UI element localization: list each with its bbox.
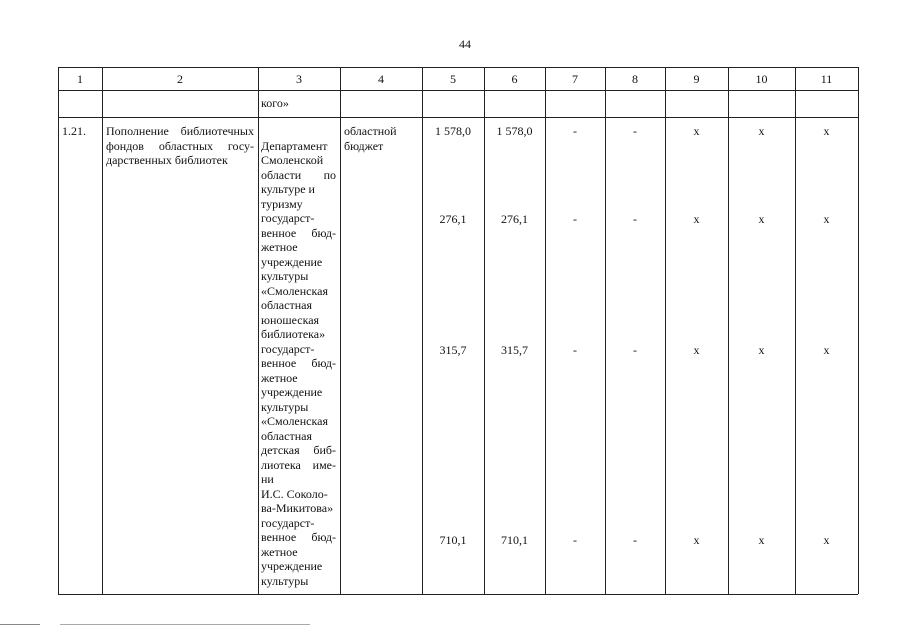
column-header: 6 [511,72,518,86]
executor-line: жетное [261,370,298,385]
executor-line: венное бюд- [261,225,336,240]
column-divider [484,67,485,594]
executor-line: ни [261,472,274,486]
value-cell: 276,1 [501,212,528,226]
executor-line: «Смоленская [261,414,328,428]
value-cell: 710,1 [439,533,467,547]
executor-line: юношеская [261,312,320,327]
measure-name-line: дарственных библиотек [106,153,228,167]
measure-name-line: фондов областных госу- [106,138,254,153]
row-divider [58,67,858,68]
value-cell: х [758,212,765,226]
column-header: 10 [755,72,768,86]
executor-line: областная [261,428,312,443]
executor-line: туризму [261,196,303,211]
executor-line: Департамент [261,138,328,153]
row-divider [58,117,858,118]
executor-line: культуры [261,269,309,283]
column-divider [728,67,729,594]
page-number: 44 [459,37,471,51]
column-header: 8 [632,72,638,86]
value-cell: х [693,533,700,547]
scan-artifact [0,624,40,625]
funding-source-line: областной [344,124,397,138]
value-cell: 1 578,0 [496,124,533,138]
value-cell: - [633,124,637,138]
executor-line: учреждение [261,385,323,399]
scan-artifact [60,624,310,625]
value-cell: 276,1 [439,212,467,226]
executor-line: области по [261,167,336,182]
value-cell: 710,1 [501,533,528,547]
column-header: 2 [177,72,183,86]
value-cell: - [573,124,577,138]
value-cell: х [758,533,765,547]
row-divider [58,90,858,91]
column-divider [795,67,796,594]
executor-line: учреждение [261,254,323,269]
executor-line: культуры [261,573,309,588]
column-divider [665,67,666,594]
column-header: 11 [820,72,833,86]
executor-line: областная [261,298,312,312]
executor-line: ва-Микитова» [261,501,334,515]
value-cell: х [823,343,830,357]
executor-line: венное бюд- [261,356,336,370]
value-cell: 315,7 [439,343,467,357]
value-cell: - [573,343,577,357]
funding-source-line: бюджет [344,138,384,153]
value-cell: 1 578,0 [435,124,471,138]
value-cell: - [573,212,577,226]
executor-line: государст- [261,341,315,356]
column-header: 4 [378,72,384,86]
value-cell: х [823,533,830,547]
carry-over-text: кого» [261,96,289,110]
row-number: 1.21. [62,124,86,138]
column-divider [422,67,423,594]
value-cell: - [633,343,637,357]
executor-line: детская биб- [261,443,336,457]
executor-line: государст- [261,211,315,225]
value-cell: х [823,124,830,138]
column-divider [605,67,606,594]
executor-line: жетное [261,240,298,254]
column-divider [102,67,103,594]
value-cell: х [693,124,700,138]
executor-line: Смоленской [261,153,324,167]
value-cell: х [693,343,700,357]
value-cell: х [758,124,765,138]
executor-line: И.С. Соколо- [261,486,328,501]
column-divider [58,67,59,594]
row-divider [58,594,858,595]
column-divider [858,67,859,594]
executor-line: жетное [261,544,298,559]
measure-name-line: Пополнение библиотечных [106,124,254,138]
value-cell: 315,7 [501,343,528,357]
value-cell: - [633,212,637,226]
column-divider [545,67,546,594]
value-cell: х [693,212,700,226]
executor-line: культуре и [261,182,315,196]
column-header: 1 [77,72,83,86]
column-divider [340,67,341,594]
column-header: 9 [693,72,700,86]
column-header: 7 [572,72,578,86]
column-divider [258,67,259,594]
executor-line: «Смоленская [261,283,328,298]
executor-line: культуры [261,399,309,414]
executor-line: государст- [261,515,315,530]
executor-line: лиотека име- [261,457,336,472]
executor-line: библиотека» [261,327,326,341]
value-cell: х [758,343,765,357]
column-header: 3 [296,72,302,86]
value-cell: - [573,533,577,547]
value-cell: х [823,212,830,226]
column-header: 5 [450,72,456,86]
value-cell: - [633,533,637,547]
executor-line: учреждение [261,559,323,573]
executor-line: венное бюд- [261,530,336,544]
